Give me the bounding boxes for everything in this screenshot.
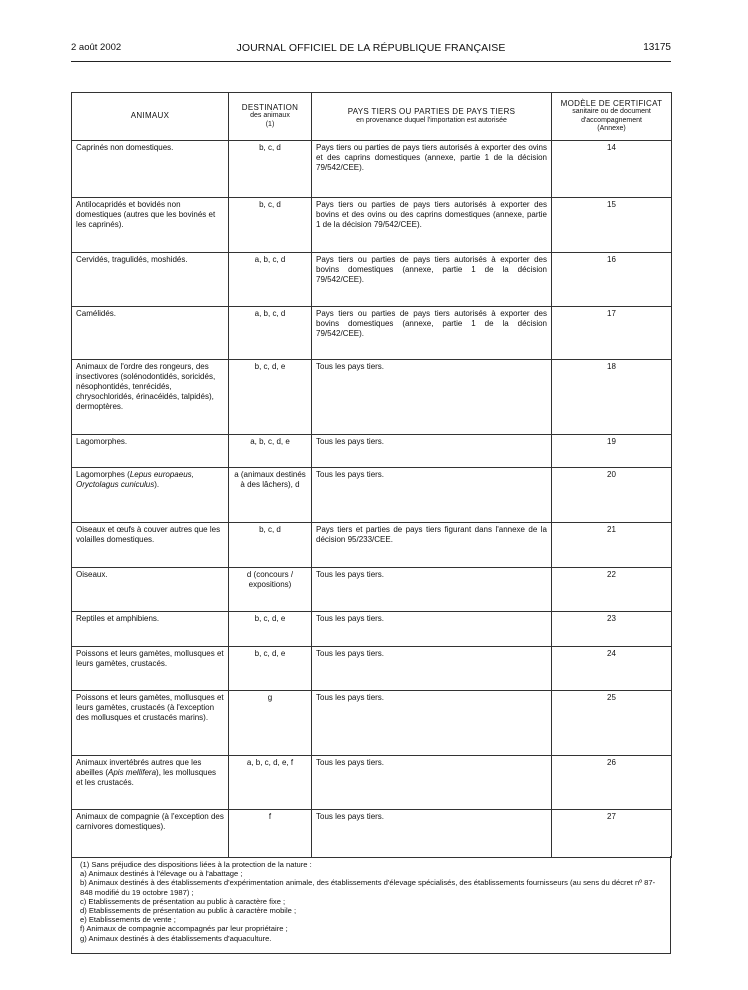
cell-modele: 16	[552, 253, 672, 307]
cell-modele: 26	[552, 756, 672, 810]
cell-animaux: Animaux de compagnie (à l'exception des carnivores domestiques).	[72, 810, 229, 858]
cell-modele: 21	[552, 523, 672, 568]
cell-pays: Tous les pays tiers.	[312, 468, 552, 523]
cell-animaux: Animaux de l'ordre des rongeurs, des insectivores (solénodontidés, soricidés, nésophontidés, tenrécidés, chrysochloridés, érinacéidés, talpidés), dermoptères.	[72, 360, 229, 435]
cell-destination: b, c, d	[229, 523, 312, 568]
cell-modele: 23	[552, 612, 672, 647]
header-title: JOURNAL OFFICIEL DE LA RÉPUBLIQUE FRANÇAISE	[236, 42, 506, 54]
table-row	[72, 612, 672, 647]
cell-animaux: Cervidés, tragulidés, moshidés.	[72, 253, 229, 307]
cell-destination: a, b, c, d	[229, 253, 312, 307]
header-date: 2 août 2002	[71, 42, 122, 53]
cell-animaux-text: Lagomorphes (	[76, 470, 130, 479]
table-row	[72, 253, 672, 307]
page-header	[71, 42, 671, 58]
cell-pays: Tous les pays tiers.	[312, 360, 552, 435]
cell-pays: Tous les pays tiers.	[312, 691, 552, 756]
cell-animaux-text-end: ).	[154, 480, 160, 489]
col-header-destination: DESTINATION des animaux (1)	[229, 93, 312, 141]
cell-modele: 25	[552, 691, 672, 756]
cell-modele: 18	[552, 360, 672, 435]
cell-pays: Tous les pays tiers.	[312, 568, 552, 612]
cell-animaux-text-end: ), les mollusques et les crustacés.	[76, 768, 217, 787]
cell-destination: b, c, d, e	[229, 612, 312, 647]
table-header-row	[72, 93, 672, 141]
table-row	[72, 468, 672, 523]
col-header-animaux: ANIMAUX	[72, 93, 229, 141]
table-row	[72, 647, 672, 691]
cell-pays: Tous les pays tiers.	[312, 756, 552, 810]
cell-animaux: Antilocapridés et bovidés non domestiques (autres que les bovinés et les caprinés).	[72, 198, 229, 253]
footnote-f: f) Animaux de compagnie accompagnés par leur propriétaire ;	[80, 924, 288, 934]
cell-destination: a, b, c, d, e	[229, 435, 312, 468]
cell-modele: 17	[552, 307, 672, 360]
cell-destination: b, c, d, e	[229, 647, 312, 691]
table-row	[72, 307, 672, 360]
table-row	[72, 198, 672, 253]
table-row	[72, 141, 672, 198]
cell-animaux	[72, 756, 229, 810]
cell-animaux: Oiseaux et œufs à couver autres que les volailles domestiques.	[72, 523, 229, 568]
header-rule	[71, 61, 671, 62]
cell-destination: g	[229, 691, 312, 756]
cell-pays: Pays tiers ou parties de pays tiers autorisés à exporter des bovins domestiques (annexe, partie 1 de la décision 79/542/CEE).	[312, 253, 552, 307]
cell-animaux: Poissons et leurs gamètes, mollusques et leurs gamètes, crustacés (à l'exception des mollusques et crustacés marins).	[72, 691, 229, 756]
footnote-g: g) Animaux destinés à des établissements d'aquaculture.	[80, 933, 272, 943]
cell-pays: Tous les pays tiers.	[312, 435, 552, 468]
cell-destination: a, b, c, d, e, f	[229, 756, 312, 810]
header-page-number: 13175	[643, 42, 671, 53]
table-row	[72, 756, 672, 810]
cell-animaux: Lagomorphes.	[72, 435, 229, 468]
table-row	[72, 691, 672, 756]
cell-modele: 22	[552, 568, 672, 612]
cell-destination: d (concours / expositions)	[229, 568, 312, 612]
import-conditions-table	[71, 92, 672, 858]
cell-modele: 15	[552, 198, 672, 253]
footnote-intro: (1) Sans préjudice des dispositions liées à la protection de la nature :	[80, 860, 312, 869]
cell-pays: Pays tiers ou parties de pays tiers autorisés à exporter des bovins domestiques (annexe, partie 1 de la décision 79/542/CEE).	[312, 307, 552, 360]
cell-animaux: Reptiles et amphibiens.	[72, 612, 229, 647]
cell-pays: Pays tiers ou parties de pays tiers autorisés à exporter des bovins et des ovins ou des caprins domestiques (annexe, partie 1 de la décision 79/542/CEE).	[312, 198, 552, 253]
footnote-c: c) Etablissements de présentation au public à caractère fixe ;	[80, 896, 286, 906]
footnote-b: b) Animaux destinés à des établissements d'expérimentation animale, des établissements d'élevage spécialisés, des établissements fournisseurs (au sens du décret nº 87-848 modifié du 19 octobre 1987) ;	[80, 878, 656, 897]
col-header-modele: MODÈLE DE CERTIFICAT sanitaire ou de document d'accompagnement (Annexe)	[552, 93, 672, 141]
table-row	[72, 523, 672, 568]
table-row	[72, 360, 672, 435]
cell-destination: f	[229, 810, 312, 858]
cell-modele: 20	[552, 468, 672, 523]
cell-modele: 14	[552, 141, 672, 198]
cell-pays: Tous les pays tiers.	[312, 612, 552, 647]
cell-pays: Tous les pays tiers.	[312, 647, 552, 691]
table-row	[72, 435, 672, 468]
cell-animaux-latin: Apis mellifera	[108, 768, 157, 777]
cell-animaux: Poissons et leurs gamètes, mollusques et leurs gamètes, crustacés.	[72, 647, 229, 691]
cell-animaux-latin: Lepus europaeus, Oryctolagus cuniculus	[76, 470, 194, 489]
cell-pays: Pays tiers ou parties de pays tiers autorisés à exporter des ovins et des caprins domestiques (annexe, partie 1 de la décision 79/542/CEE).	[312, 141, 552, 198]
cell-modele: 27	[552, 810, 672, 858]
footnote-a: a) Animaux destinés à l'élevage ou à l'abattage ;	[80, 869, 243, 879]
table-row	[72, 568, 672, 612]
cell-animaux: Camélidés.	[72, 307, 229, 360]
col-header-pays: PAYS TIERS OU PARTIES DE PAYS TIERS en provenance duquel l'importation est autorisée	[312, 93, 552, 141]
footnote-d: d) Etablissements de présentation au public à caractère mobile ;	[80, 906, 297, 916]
cell-animaux-text: Animaux invertébrés autres que les abeilles (	[76, 758, 202, 777]
cell-destination: b, c, d	[229, 141, 312, 198]
cell-destination: a (animaux destinés à des lâchers), d	[229, 468, 312, 523]
footnote-e: e) Etablissements de vente ;	[80, 915, 176, 925]
cell-destination: a, b, c, d	[229, 307, 312, 360]
cell-pays: Pays tiers et parties de pays tiers figurant dans l'annexe de la décision 95/233/CEE.	[312, 523, 552, 568]
cell-animaux	[72, 468, 229, 523]
cell-animaux: Oiseaux.	[72, 568, 229, 612]
cell-modele: 19	[552, 435, 672, 468]
cell-animaux: Caprinés non domestiques.	[72, 141, 229, 198]
cell-destination: b, c, d	[229, 198, 312, 253]
table-footnotes	[71, 856, 671, 954]
cell-destination: b, c, d, e	[229, 360, 312, 435]
cell-pays: Tous les pays tiers.	[312, 810, 552, 858]
cell-modele: 24	[552, 647, 672, 691]
table-row	[72, 810, 672, 858]
